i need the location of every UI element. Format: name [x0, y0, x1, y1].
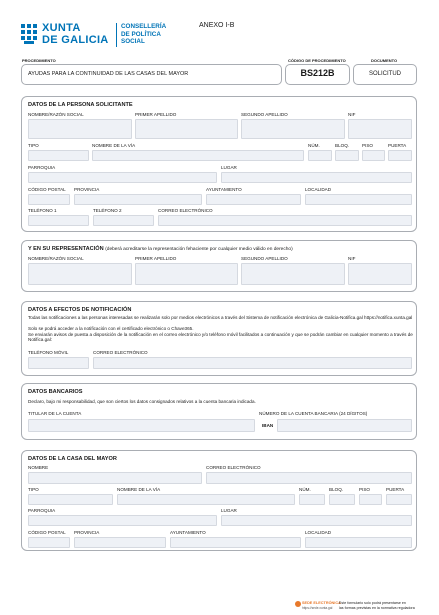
label-name: NOMBRE/RAZÓN SOCIAL: [28, 112, 84, 117]
doc-value: SOLICITUD: [368, 71, 401, 77]
house-label-parish: PARROQUIA: [28, 508, 56, 513]
label-surname1: PRIMER APELLIDO: [135, 112, 177, 117]
house-parish-field[interactable]: [28, 515, 217, 526]
house-province-field[interactable]: [74, 537, 166, 548]
house-council-field[interactable]: [170, 537, 301, 548]
house-block-field[interactable]: [329, 494, 355, 505]
house-label-block: BLOQ.: [329, 487, 344, 492]
block-field[interactable]: [335, 150, 359, 161]
label-type: TIPO: [28, 143, 39, 148]
account-number-field[interactable]: [277, 419, 412, 432]
label-phone2: TELÉFONO 2: [93, 208, 122, 213]
logo-text-galicia: DE GALICIA: [42, 34, 109, 46]
logo-divider: [116, 23, 117, 47]
house-email-field[interactable]: [206, 472, 412, 484]
label-email: CORREO ELECTRÓNICO: [158, 208, 213, 213]
rep-nif-field[interactable]: [348, 263, 412, 285]
place-field[interactable]: [221, 172, 412, 183]
house-label-type: TIPO: [28, 487, 39, 492]
house-floor-field[interactable]: [359, 494, 382, 505]
label-street: NOMBRE DE LA VÍA: [92, 143, 136, 148]
rep-label-surname1: PRIMER APELLIDO: [135, 256, 177, 261]
department-name: [121, 23, 166, 46]
label-account: NÚMERO DE LA CUENTA BANCARIA (24 DÍGITOS): [259, 411, 368, 416]
parish-field[interactable]: [28, 172, 217, 183]
label-holder: TITULAR DE LA CUENTA: [28, 411, 82, 416]
iban-label: IBAN: [262, 423, 274, 428]
label-province: PROVINCIA: [74, 187, 100, 192]
galicia-shield-icon: [20, 23, 38, 45]
dept-line-2: DE POLÍTICA: [121, 30, 161, 38]
house-section: [21, 450, 417, 551]
bank-declaration: Declaro, bajo mi responsabilidad, que son ciertos los datos consignados relativos a la cuenta bancaria indicada.: [28, 399, 256, 404]
representative-title: [28, 246, 293, 252]
notification-title: DATOS A EFECTOS DE NOTIFICACIÓN: [28, 307, 132, 313]
house-label-province: PROVINCIA: [74, 530, 100, 535]
code-value: BS212B: [300, 68, 335, 78]
rep-label-surname2: SEGUNDO APELLIDO: [241, 256, 288, 261]
rep-label-name: NOMBRE/RAZÓN SOCIAL: [28, 256, 84, 261]
doc-label: DOCUMENTO: [371, 58, 398, 63]
dept-line-3: SOCIAL: [121, 38, 145, 45]
surname1-field[interactable]: [135, 119, 238, 139]
label-council: AYUNTAMIENTO: [206, 187, 242, 192]
procedure-value: AYUDAS PARA LA CONTINUIDAD DE LAS CASAS DEL MAYOR: [28, 71, 189, 77]
applicant-section: [21, 96, 417, 232]
floor-field[interactable]: [362, 150, 385, 161]
nif-field[interactable]: [348, 119, 412, 139]
footer-line-2: las formas previstas en la normativa reguladora: [339, 606, 415, 610]
notification-paragraph-3: Se enviarán avisos de puesta a disposición de la notificación en el correo electrónico y/o teléfono móvil facilitados a continuación y que se podrán cambiar en cualquier momento a través de Notifica.gal:: [28, 332, 413, 343]
house-label-name: NOMBRE: [28, 465, 49, 470]
label-postcode: CÓDIGO POSTAL: [28, 187, 66, 192]
rep-surname1-field[interactable]: [135, 263, 238, 285]
house-num-field[interactable]: [299, 494, 325, 505]
logo-text-xunta: XUNTA: [42, 22, 81, 34]
door-field[interactable]: [388, 150, 412, 161]
notification-section: [21, 301, 417, 376]
footer-badge: SEDE ELECTRÓNICA: [302, 601, 341, 605]
footer-url: https://sede.xunta.gal: [302, 606, 333, 610]
label-door: PUERTA: [388, 143, 407, 148]
label-block: BLOQ.: [335, 143, 350, 148]
locality-field[interactable]: [305, 194, 412, 205]
house-label-num: NÚM.: [299, 487, 311, 492]
house-street-field[interactable]: [117, 494, 295, 505]
label-locality: LOCALIDAD: [305, 187, 332, 192]
sede-logo-icon: [295, 601, 301, 607]
notification-paragraph-2: Solo se podrá acceder a la notificación con el certificado electrónico o Chave365.: [28, 326, 194, 331]
bank-title: DATOS BANCARIOS: [28, 389, 83, 395]
house-label-email: CORREO ELECTRÓNICO: [206, 465, 261, 470]
footer-line-1: Este formulario solo podrá presentarse en: [339, 601, 406, 605]
label-place: LUGAR: [221, 165, 237, 170]
applicant-section-title: DATOS DE LA PERSONA SOLICITANTE: [28, 102, 133, 108]
holder-field[interactable]: [28, 419, 255, 432]
bank-section: [21, 383, 417, 440]
house-label-floor: PISO: [359, 487, 370, 492]
house-label-council: AYUNTAMIENTO: [170, 530, 206, 535]
notif-email-field[interactable]: [93, 357, 412, 369]
label-surname2: SEGUNDO APELLIDO: [241, 112, 288, 117]
house-type-field[interactable]: [28, 494, 113, 505]
representative-note: (deberá acreditarse la representación fehaciente por cualquier medio válido en derecho): [105, 247, 293, 252]
label-phone1: TELÉFONO 1: [28, 208, 57, 213]
rep-name-field[interactable]: [28, 263, 132, 285]
house-door-field[interactable]: [386, 494, 412, 505]
code-label: CÓDIGO DE PROCEDIMIENTO: [288, 58, 346, 63]
house-postcode-field[interactable]: [28, 537, 70, 548]
annex-label: ANEXO I-B: [199, 22, 235, 29]
council-field[interactable]: [206, 194, 301, 205]
label-notif-email: CORREO ELECTRÓNICO: [93, 350, 148, 355]
procedure-label: PROCEDIMIENTO: [22, 58, 56, 63]
representative-section: [21, 240, 417, 292]
dept-line-1: CONSELLERÍA: [121, 23, 167, 30]
house-label-place: LUGAR: [221, 508, 237, 513]
house-name-field[interactable]: [28, 472, 202, 484]
name-field[interactable]: [28, 119, 132, 139]
representative-title-bold: Y EN SU REPRESENTACIÓN: [28, 246, 104, 252]
label-num: NÚM.: [308, 143, 320, 148]
house-label-postcode: CÓDIGO POSTAL: [28, 530, 66, 535]
house-label-door: PUERTA: [386, 487, 405, 492]
label-nif: NIF: [348, 112, 356, 117]
rep-surname2-field[interactable]: [241, 263, 345, 285]
street-field[interactable]: [92, 150, 304, 161]
notification-paragraph-1: Todas las notificaciones a las personas interesadas se realizarán solo por medios electrónicos a través del Sistema de notificación electrónica de Galicia-Notifica.gal https://notifica.xunta.gal: [28, 315, 413, 320]
province-field[interactable]: [74, 194, 202, 205]
house-title: DATOS DE LA CASA DEL MAYOR: [28, 456, 117, 462]
label-parish: PARROQUIA: [28, 165, 56, 170]
phone2-field[interactable]: [93, 215, 154, 226]
phone1-field[interactable]: [28, 215, 89, 226]
surname2-field[interactable]: [241, 119, 345, 139]
email-field[interactable]: [158, 215, 412, 226]
mobile-field[interactable]: [28, 357, 89, 369]
label-mobile: TELÉFONO MÓVIL: [28, 350, 69, 355]
xunta-logo: [20, 21, 120, 49]
label-floor: PISO: [362, 143, 373, 148]
house-locality-field[interactable]: [305, 537, 412, 548]
num-field[interactable]: [308, 150, 332, 161]
rep-label-nif: NIF: [348, 256, 356, 261]
house-label-locality: LOCALIDAD: [305, 530, 332, 535]
postcode-field[interactable]: [28, 194, 70, 205]
house-label-street: NOMBRE DE LA VÍA: [117, 487, 161, 492]
type-field[interactable]: [28, 150, 89, 161]
house-place-field[interactable]: [221, 515, 412, 526]
